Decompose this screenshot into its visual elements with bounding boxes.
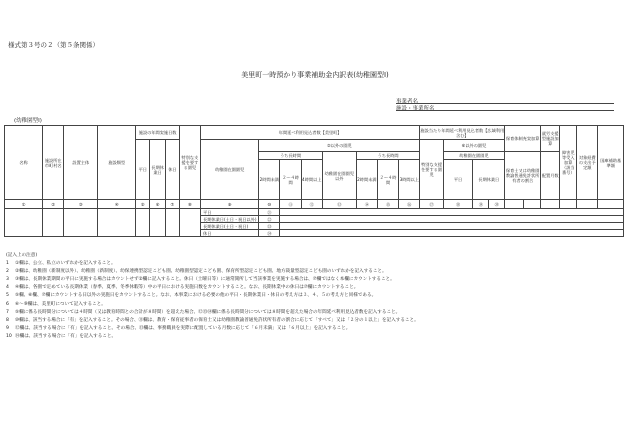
row-label-holiday: 休日 bbox=[201, 230, 259, 237]
num-blank-5 bbox=[577, 200, 598, 209]
num-20: ⑳ bbox=[489, 200, 505, 209]
notes-heading: (記入上の注意) bbox=[6, 253, 38, 258]
col-support: 就労支援型施設加算 bbox=[541, 126, 560, 152]
office-address-line bbox=[396, 110, 614, 111]
subsidy-table bbox=[4, 125, 624, 237]
num-2: ② bbox=[43, 200, 64, 209]
note-item: 8 ⑩欄は、該当する場合に「有」を記入すること。その場合、⑪欄は、教育・保育従事者の保育士又は幼稚園教諭普通免許状所有者の割合に応じて「すべて」又は「２分の１以上」を記入すること。 bbox=[6, 317, 419, 323]
cell-row24[interactable] bbox=[280, 230, 624, 237]
col-2h-b: 2時間未満 bbox=[356, 160, 377, 200]
row-label-long2: 長期休業日(土日・祝日) bbox=[201, 223, 259, 230]
cell-facility-type[interactable] bbox=[98, 209, 136, 237]
col-long-holiday: 長期休業日 bbox=[150, 140, 166, 200]
num-4: ④ bbox=[98, 200, 136, 209]
col-days-group: 施設の年間実施日数 bbox=[136, 126, 179, 140]
cell-operator[interactable] bbox=[64, 209, 98, 237]
note-item: 10 ⑭欄は、該当する場合に「有」を記入すること。 bbox=[6, 333, 117, 339]
note-item: 6 ⑥～⑨欄は、美里町について記入すること。 bbox=[6, 301, 106, 307]
num-blank-4 bbox=[560, 200, 577, 209]
row-num-23: ㉓ bbox=[259, 223, 280, 230]
col-recruit: 障害児等受入加算（該当番号） bbox=[560, 126, 577, 200]
col-nursery: 保育体制充実加算 bbox=[505, 126, 541, 152]
num-3: ③ bbox=[64, 200, 98, 209]
office-name-label: 事業者名 bbox=[396, 99, 419, 105]
col-special: 特別な支援を要する園児 bbox=[179, 126, 200, 200]
col-nursery-sub: 保育士又は幼稚園教諭普通免許状所有者の割合 bbox=[505, 152, 541, 200]
row-num-21: ㉑ bbox=[259, 209, 280, 216]
num-blank-3 bbox=[541, 200, 560, 209]
cell-city[interactable] bbox=[43, 209, 64, 237]
cell-holiday[interactable] bbox=[166, 209, 180, 237]
num-10: ⑩ bbox=[259, 200, 280, 209]
cell-weekday[interactable] bbox=[136, 209, 150, 237]
page-title: 美里町一時預かり事業補助金内訳表(幼稚園型Ⅰ) bbox=[241, 71, 389, 79]
col-enrolled-c: 幼稚園在園園児 bbox=[443, 152, 504, 160]
cell-row23[interactable] bbox=[280, 223, 624, 230]
col-weekday-c: 平日 bbox=[443, 160, 473, 200]
col-holiday: 休日 bbox=[166, 140, 180, 200]
col-long-group: うち長時間 bbox=[259, 152, 323, 160]
col-city: 施設所在市町村名 bbox=[43, 126, 64, 200]
num-19: ⑲ bbox=[473, 200, 489, 209]
col-nonenrolled-group: ②以外の園児 bbox=[259, 140, 420, 152]
col-nonenrolled: 幼稚園在園園児以外 bbox=[322, 152, 356, 200]
num-blank-1 bbox=[505, 200, 524, 209]
col-annual-group: 年間延べ利用見込者数【美里町】 bbox=[201, 126, 420, 140]
row-label-long1: 長期休業日(土日・祝日以外) bbox=[201, 216, 259, 223]
note-item: 5 ⑤欄、⑥欄、⑦欄にカウントする日以外の実施日をカウントすること。なお、本事業における必要の他の平日・長期休業日・休日の考え方は３、４、５の考え方と同様である。 bbox=[6, 293, 377, 299]
num-17: ⑰ bbox=[420, 200, 443, 209]
num-6: ⑥ bbox=[150, 200, 166, 209]
cell-row21[interactable] bbox=[280, 209, 624, 216]
num-5: ⑤ bbox=[136, 200, 150, 209]
number-row bbox=[5, 200, 624, 209]
col-weekday: 平日 bbox=[136, 140, 150, 200]
note-item: 3 ③欄は、長期休業期間の平日に実施する場合はカウントせず②欄に記入すること。休日（土曜日等）に通常開所して当該事業を実施する場合は、⑦欄ではなく本欄にカウントすること。 bbox=[6, 277, 395, 283]
data-row-weekday bbox=[5, 209, 624, 216]
section-label: (幼稚園型Ⅰ) bbox=[14, 118, 42, 124]
note-item: 4 ④欄は、各園で定めている長期休業（春季、夏季、冬季休暇等）中の平日における実施日数をカウントすること。なお、長期休業中の休日は⑦欄にカウントすること。 bbox=[6, 285, 359, 291]
num-11: ⑪ bbox=[280, 200, 301, 209]
num-15: ⑮ bbox=[377, 200, 398, 209]
num-13: ⑬ bbox=[322, 200, 356, 209]
cell-special[interactable] bbox=[179, 209, 200, 237]
num-blank-2 bbox=[524, 200, 541, 209]
num-18: ⑱ bbox=[443, 200, 473, 209]
col-enrolled: 幼稚園在園園児 bbox=[201, 140, 259, 200]
num-blank-6 bbox=[598, 200, 624, 209]
num-16: ⑯ bbox=[399, 200, 420, 209]
col-2to4: ２～４時間 bbox=[280, 160, 301, 200]
num-9: ⑨ bbox=[201, 200, 259, 209]
form-number: 様式第３号の２（第５条関係） bbox=[8, 41, 99, 49]
office-block bbox=[396, 96, 614, 112]
cell-long-holiday[interactable] bbox=[150, 209, 166, 237]
col-nonenrolled-c: ⑥以外の園児 bbox=[443, 140, 504, 152]
col-name: 名称 bbox=[5, 126, 43, 200]
row-label-weekday: 平日 bbox=[201, 209, 259, 216]
notes-section bbox=[6, 252, 419, 341]
note-item: 9 ⑫欄は、該当する場合に「有」を記入すること。その場合、⑬欄は、事務職員を実際に配置している月数に応じて「６月未満」又は「６月以上」を記入すること。 bbox=[6, 325, 351, 331]
num-12: ⑫ bbox=[301, 200, 322, 209]
note-item: 7 ⑤欄に係る長時間分については４時間（又は教育時間との合計が８時間）を超えた場合、⑫⑬⑭欄に係る長時間分については８時間を超えた場合の年間延べ利用見込者数を記入すること。 bbox=[6, 309, 401, 315]
cell-row22[interactable] bbox=[280, 216, 624, 223]
note-item: 2 ②欄は、幼稚園（新制度以外）、幼稚園（新制度）、幼保連携型認定こども園、幼稚園型認定こども園、保育所型認定こども園、地方裁量型認定こども園のいずれかを記入すること。 bbox=[6, 269, 387, 275]
col-total: 国庫補助基準額 bbox=[598, 126, 624, 200]
col-support-sub: 配置月数 bbox=[541, 152, 560, 200]
col-2to4-b: ２～４時間 bbox=[377, 160, 398, 200]
note-item: 1 ①欄は、公立、私立のいずれかを記入すること。 bbox=[6, 261, 116, 267]
col-long-c: 長期休業日 bbox=[473, 160, 505, 200]
col-meal: 対象経費の支出予定額 bbox=[577, 126, 598, 200]
col-2h: 2時間未満 bbox=[259, 160, 280, 200]
col-perday-group: 施設当たり年間延べ利用見込者数【広域利用含む】 bbox=[420, 127, 505, 138]
col-4h-b: 3時間以上 bbox=[399, 160, 420, 200]
row-num-24: ㉔ bbox=[259, 230, 280, 237]
col-facility-type: 施設類型 bbox=[98, 126, 136, 200]
col-operator: 設置主体 bbox=[64, 126, 98, 200]
row-num-22: ㉒ bbox=[259, 216, 280, 223]
col-special-c: 特別な支援を要する園児 bbox=[420, 140, 443, 200]
cell-name[interactable] bbox=[5, 209, 43, 237]
office-address-label: 施設・事業所名 bbox=[396, 106, 435, 112]
num-8: ⑧ bbox=[179, 200, 200, 209]
col-4h: 4時間以上 bbox=[301, 160, 322, 200]
num-1: ① bbox=[5, 200, 43, 209]
col-long-group2: うち長時間 bbox=[356, 152, 420, 160]
num-14: ⑭ bbox=[356, 200, 377, 209]
num-7: ⑦ bbox=[166, 200, 180, 209]
